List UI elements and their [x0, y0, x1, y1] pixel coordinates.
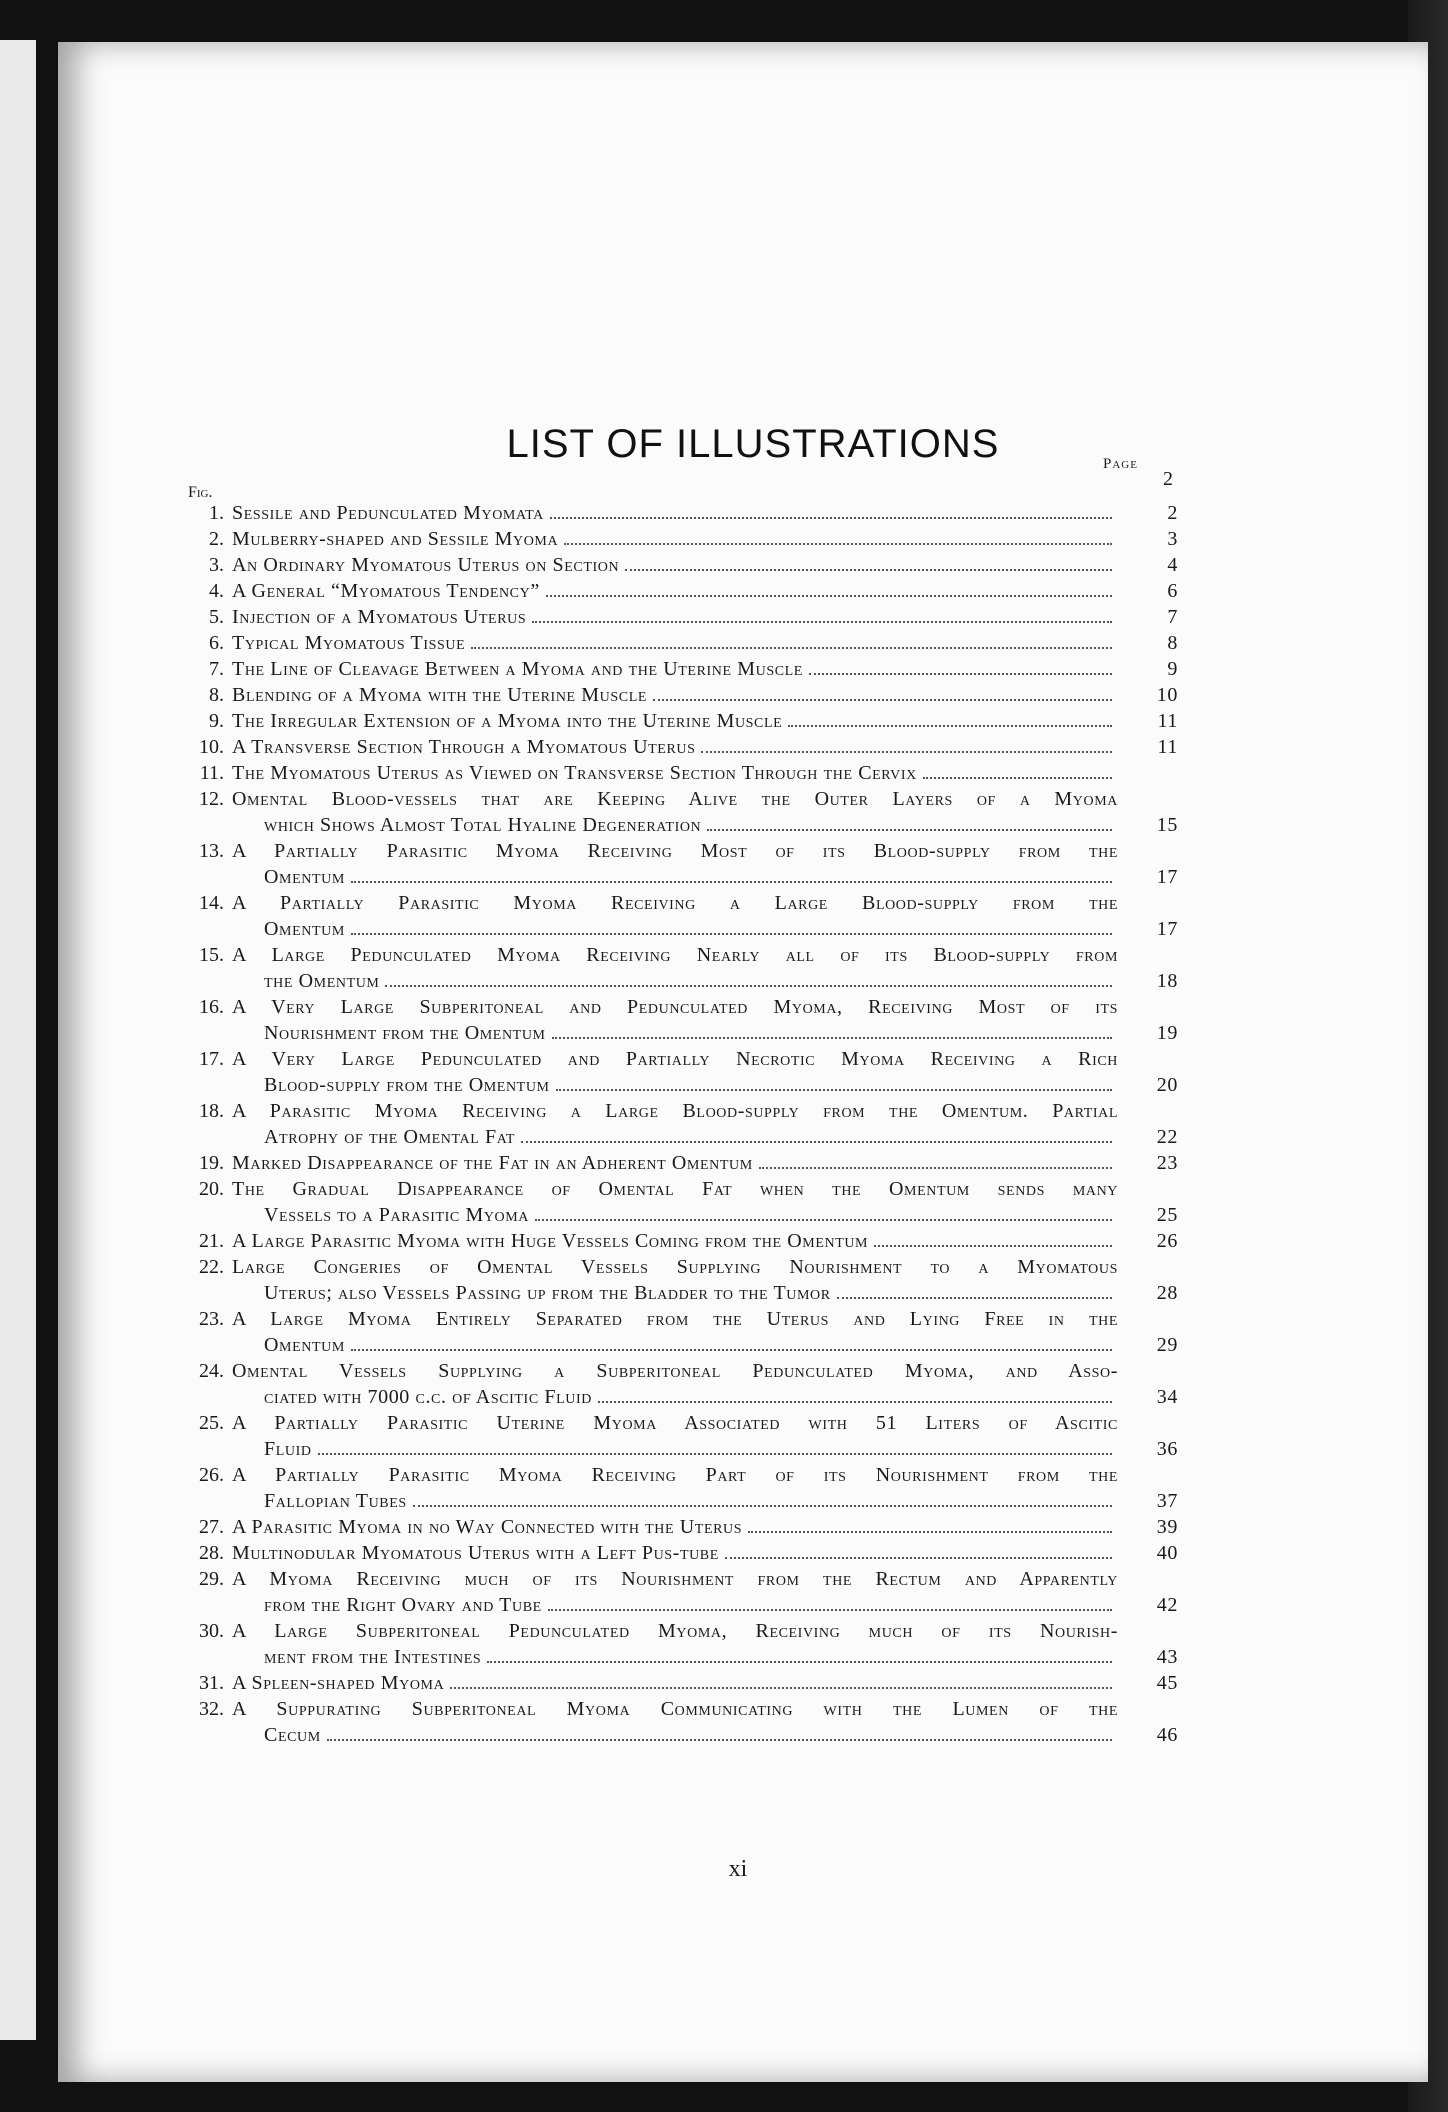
figure-caption: Omentum [264, 866, 345, 888]
figure-page: 36 [1156, 1438, 1178, 1460]
figure-caption: A Partially Parasitic Myoma Receiving Most of its Blood-supply from the [232, 840, 1118, 862]
list-item [188, 1358, 1178, 1410]
page-title: LIST OF ILLUSTRATIONS [506, 422, 1000, 466]
list-item [188, 1410, 1178, 1462]
dot-leader [550, 517, 1112, 519]
list-item [188, 1618, 1178, 1670]
figure-number: 10. [199, 736, 224, 758]
figure-caption: An Ordinary Myomatous Uterus on Section [232, 554, 620, 576]
figure-number: 24. [199, 1360, 224, 1382]
dot-leader [788, 725, 1112, 727]
figure-caption: A Very Large Pedunculated and Partially Necrotic Myoma Receiving a Rich [232, 1048, 1118, 1070]
figure-caption: A Large Parasitic Myoma with Huge Vessels Coming from the Omentum [232, 1230, 869, 1252]
figure-page: 40 [1156, 1542, 1178, 1564]
figure-page: 23 [1156, 1152, 1178, 1174]
figure-number: 16. [199, 996, 224, 1018]
figure-number: 21. [199, 1230, 224, 1252]
figure-page: 39 [1156, 1516, 1178, 1538]
figure-number: 5. [209, 606, 224, 628]
figure-number: 6. [209, 632, 224, 654]
figure-page: 26 [1156, 1230, 1178, 1252]
dot-leader [413, 1505, 1112, 1507]
figure-caption: The Line of Cleavage Between a Myoma and the Uterine Muscle [232, 658, 803, 680]
list-item [188, 552, 1178, 578]
figure-caption: which Shows Almost Total Hyaline Degeneration [264, 814, 702, 836]
dot-leader [327, 1739, 1112, 1741]
list-item [188, 1540, 1178, 1566]
figure-page: 7 [1167, 606, 1178, 628]
list-item [188, 630, 1178, 656]
figure-caption: A General “Myomatous Tendency” [232, 580, 540, 602]
figure-number: 11. [199, 762, 224, 784]
figure-caption: Multinodular Myomatous Uterus with a Left Pus-tube [232, 1542, 719, 1564]
figure-number: 22. [199, 1256, 224, 1278]
figure-caption: Large Congeries of Omental Vessels Supplying Nourishment to a Myomatous [232, 1256, 1118, 1278]
figure-page: 17 [1156, 918, 1178, 940]
figure-caption: Blending of a Myoma with the Uterine Muscle [232, 684, 647, 706]
figure-number: 13. [199, 840, 224, 862]
figure-number: 25. [199, 1412, 224, 1434]
figure-page: 11 [1157, 710, 1178, 732]
list-item [188, 1176, 1178, 1228]
figure-caption: ciated with 7000 c.c. of Ascitic Fluid [264, 1386, 592, 1408]
dot-leader [351, 1349, 1112, 1351]
list-item [188, 656, 1178, 682]
figure-page: 2 [1167, 502, 1178, 524]
dot-leader [923, 777, 1112, 779]
figure-caption: A Large Myoma Entirely Separated from the Uterus and Lying Free in the [232, 1308, 1118, 1330]
list-item [188, 1514, 1178, 1540]
dot-leader [546, 595, 1112, 597]
figure-caption: Atrophy of the Omental Fat [264, 1126, 516, 1148]
figure-caption: Omentum [264, 1334, 345, 1356]
figure-page: 46 [1156, 1724, 1178, 1746]
dot-leader [450, 1687, 1112, 1689]
figure-number: 30. [199, 1620, 224, 1642]
figure-number: 26. [199, 1464, 224, 1486]
figure-number: 2. [209, 528, 224, 550]
figure-caption: A Parasitic Myoma in no Way Connected with the Uterus [232, 1516, 743, 1538]
dot-leader [532, 621, 1112, 623]
figure-number: 17. [199, 1048, 224, 1070]
list-item [188, 1670, 1178, 1696]
figure-number: 8. [209, 684, 224, 706]
figure-caption: Omentum [264, 918, 345, 940]
figure-caption: Typical Myomatous Tissue [232, 632, 466, 654]
figure-caption: A Large Subperitoneal Pedunculated Myoma, Receiving much of its Nourish- [232, 1620, 1118, 1642]
book-page [58, 42, 1428, 2082]
figure-number: 23. [199, 1308, 224, 1330]
figure-caption: Mulberry-shaped and Sessile Myoma [232, 528, 559, 550]
figure-caption: A Parasitic Myoma Receiving a Large Blood-supply from the Omentum. Partial [232, 1100, 1118, 1122]
figure-page: 6 [1167, 580, 1178, 602]
figure-page: 9 [1167, 658, 1178, 680]
figure-caption: from the Right Ovary and Tube [264, 1594, 542, 1616]
list-item [188, 760, 1178, 786]
figure-number: 27. [199, 1516, 224, 1538]
dot-leader [874, 1245, 1112, 1247]
figure-caption: Cecum [264, 1724, 321, 1746]
dot-leader [521, 1141, 1112, 1143]
figure-caption: A Suppurating Subperitoneal Myoma Communicating with the Lumen of the [232, 1698, 1118, 1720]
figure-caption: The Myomatous Uterus as Viewed on Transverse Section Through the Cervix [232, 762, 917, 784]
figure-number: 3. [209, 554, 224, 576]
figure-caption: Sessile and Pedunculated Myomata [232, 502, 544, 524]
list-item [188, 1150, 1178, 1176]
figure-page: 11 [1157, 736, 1178, 758]
figure-caption: A Very Large Subperitoneal and Pedunculated Myoma, Receiving Most of its [232, 996, 1118, 1018]
dot-leader [759, 1167, 1112, 1169]
list-item [188, 682, 1178, 708]
dot-leader [487, 1661, 1112, 1663]
dot-leader [564, 543, 1112, 545]
figure-page: 45 [1156, 1672, 1178, 1694]
list-item [188, 1098, 1178, 1150]
dot-leader [725, 1557, 1112, 1559]
figure-caption: Fluid [264, 1438, 312, 1460]
list-item [188, 1306, 1178, 1358]
figure-page: 18 [1156, 970, 1178, 992]
figure-page: 10 [1156, 684, 1178, 706]
figure-number: 32. [199, 1698, 224, 1720]
list-item [188, 500, 1178, 526]
list-item [188, 734, 1178, 760]
dot-leader [385, 985, 1112, 987]
figure-page: 19 [1156, 1022, 1178, 1044]
figure-caption: Omental Vessels Supplying a Subperitoneal Pedunculated Myoma, and Asso- [232, 1360, 1118, 1382]
figure-page: 28 [1156, 1282, 1178, 1304]
list-item [188, 786, 1178, 838]
figure-number: 28. [199, 1542, 224, 1564]
figure-page: 42 [1156, 1594, 1178, 1616]
figure-number: 1. [209, 502, 224, 524]
figure-page: 22 [1156, 1126, 1178, 1148]
figure-page: 4 [1167, 554, 1178, 576]
figure-caption: A Partially Parasitic Uterine Myoma Associated with 51 Liters of Ascitic [232, 1412, 1118, 1434]
figure-caption: the Omentum [264, 970, 380, 992]
figure-caption: Nourishment from the Omentum [264, 1022, 546, 1044]
list-item [188, 1696, 1178, 1748]
dot-leader [625, 569, 1112, 571]
figure-number: 9. [209, 710, 224, 732]
dot-leader [598, 1401, 1112, 1403]
figure-caption: Marked Disappearance of the Fat in an Adherent Omentum [232, 1152, 753, 1174]
illustration-list [188, 500, 1178, 1748]
list-item [188, 708, 1178, 734]
first-page-value: 2 [1163, 468, 1173, 490]
figure-caption: The Gradual Disappearance of Omental Fat when the Omentum sends many [232, 1178, 1118, 1200]
figure-page: 43 [1156, 1646, 1178, 1668]
dot-leader [471, 647, 1112, 649]
figure-caption: ment from the Intestines [264, 1646, 482, 1668]
list-item [188, 1462, 1178, 1514]
dot-leader [548, 1609, 1112, 1611]
figure-number: 20. [199, 1178, 224, 1200]
list-item [188, 604, 1178, 630]
figure-number: 14. [199, 892, 224, 914]
figure-number: 18. [199, 1100, 224, 1122]
page-column-header: Page [1103, 456, 1138, 472]
figure-number: 12. [199, 788, 224, 810]
list-item [188, 1228, 1178, 1254]
figure-caption: A Large Pedunculated Myoma Receiving Nearly all of its Blood-supply from [232, 944, 1118, 966]
dot-leader [535, 1219, 1112, 1221]
figure-page: 15 [1156, 814, 1178, 836]
list-item [188, 526, 1178, 552]
list-item [188, 890, 1178, 942]
figure-number: 29. [199, 1568, 224, 1590]
figure-page: 20 [1156, 1074, 1178, 1096]
figure-page: 37 [1156, 1490, 1178, 1512]
figure-number: 4. [209, 580, 224, 602]
page-number: xi [728, 1856, 748, 1882]
list-item [188, 1254, 1178, 1306]
figure-page: 17 [1156, 866, 1178, 888]
list-item [188, 838, 1178, 890]
dot-leader [351, 881, 1112, 883]
figure-caption: A Partially Parasitic Myoma Receiving Part of its Nourishment from the [232, 1464, 1118, 1486]
list-item [188, 942, 1178, 994]
figure-number: 19. [199, 1152, 224, 1174]
figure-page: 29 [1156, 1334, 1178, 1356]
fig-column-header: Fig. [188, 484, 213, 501]
figure-caption: Uterus; also Vessels Passing up from the Bladder to the Tumor [264, 1282, 831, 1304]
list-item [188, 994, 1178, 1046]
dot-leader [837, 1297, 1112, 1299]
dot-leader [552, 1037, 1112, 1039]
figure-page: 34 [1156, 1386, 1178, 1408]
dot-leader [556, 1089, 1112, 1091]
figure-number: 31. [199, 1672, 224, 1694]
list-item [188, 1046, 1178, 1098]
figure-caption: Fallopian Tubes [264, 1490, 407, 1512]
list-item [188, 1566, 1178, 1618]
dot-leader [318, 1453, 1112, 1455]
figure-caption: A Partially Parasitic Myoma Receiving a Large Blood-supply from the [232, 892, 1118, 914]
figure-caption: Blood-supply from the Omentum [264, 1074, 550, 1096]
figure-caption: Vessels to a Parasitic Myoma [264, 1204, 530, 1226]
figure-page: 3 [1167, 528, 1178, 550]
figure-caption: Injection of a Myomatous Uterus [232, 606, 527, 628]
dot-leader [351, 933, 1112, 935]
dot-leader [653, 699, 1112, 701]
dot-leader [701, 751, 1112, 753]
figure-page: 8 [1167, 632, 1178, 654]
dot-leader [809, 673, 1112, 675]
list-item [188, 578, 1178, 604]
figure-caption: Omental Blood-vessels that are Keeping Alive the Outer Layers of a Myoma [232, 788, 1118, 810]
figure-caption: A Transverse Section Through a Myomatous Uterus [232, 736, 696, 758]
figure-page: 25 [1156, 1204, 1178, 1226]
figure-number: 15. [199, 944, 224, 966]
figure-number: 7. [209, 658, 224, 680]
figure-caption: The Irregular Extension of a Myoma into the Uterine Muscle [232, 710, 783, 732]
dot-leader [748, 1531, 1112, 1533]
figure-caption: A Myoma Receiving much of its Nourishment from the Rectum and Apparently [232, 1568, 1118, 1590]
adjacent-page-edge [0, 40, 36, 2040]
dot-leader [707, 829, 1112, 831]
figure-caption: A Spleen-shaped Myoma [232, 1672, 445, 1694]
